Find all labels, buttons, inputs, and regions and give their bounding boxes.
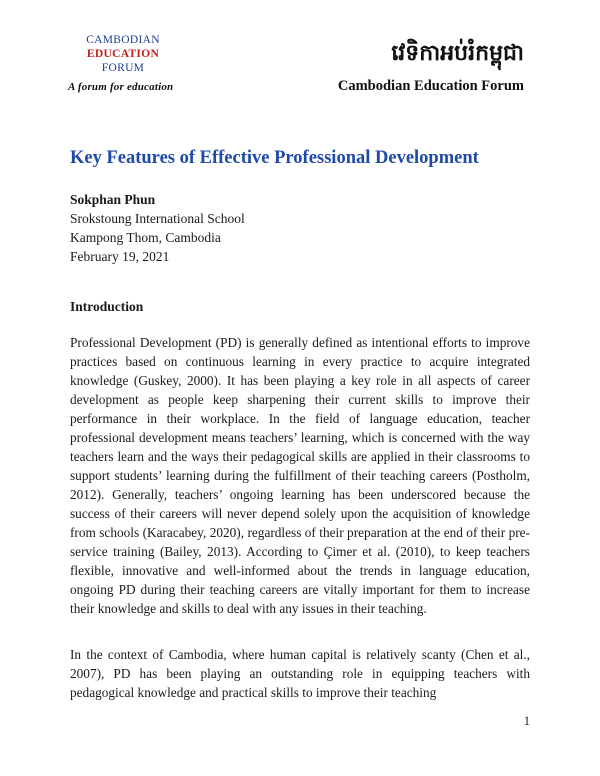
english-journal-title: Cambodian Education Forum (337, 78, 524, 94)
body-paragraph: In the context of Cambodia, where human capital is relatively scanty (Chen et al., 2007), PD has been playing an outstanding role in equipping teachers with pedagogical knowledge and practical skills to improve their teaching (70, 647, 530, 700)
journal-header (338, 40, 524, 95)
author-location: Kampong Thom, Cambodia (70, 230, 221, 245)
logo-line-cambodian: CAMBODIAN (86, 34, 160, 46)
logo-line-education: EDUCATION (86, 48, 160, 60)
publication-date: February 19, 2021 (70, 249, 170, 264)
author-block (70, 190, 245, 266)
section-heading: Introduction (70, 299, 144, 314)
article-title: Key Features of Effective Professional Development (70, 148, 479, 168)
author-institution: Srokstoung International School (70, 211, 245, 226)
logo-tagline: A forum for education (68, 81, 174, 93)
page-number: 1 (523, 714, 530, 728)
logo-line-forum: FORUM (101, 62, 145, 74)
cef-logo (68, 33, 188, 93)
author-name: Sokphan Phun (70, 192, 156, 207)
body-paragraph: Professional Development (PD) is generally defined as intentional efforts to improve practices based on continuous learning in every practice to acquire integrated knowledge (Guskey, 2000). It has been playing a key role in all aspects of career development as people keep sharpening their current skills to improve their performance in their workplace. In the field of language education, teacher professional development means teachers’ learning, which is concerned with the way teachers learn and the ways their pedagogical skills are applied in their classrooms to support students’ learning during the fulfillment of their teaching careers (Postholm, 2012). Generally, teachers’ ongoing learning has been underscored because the success of their careers will never depend solely upon the acquisition of knowledge from schools (Karacabey, 2020), regardless of their preparation at the end of their pre-service training (Bailey, 2013). According to Çimer et al. (2010), to keep teachers flexible, innovative and well-informed about the trends in language education, ongoing PD during their teaching careers are vitally important for them to increase their knowledge and skills to deal with any issues in their teaching. (70, 335, 530, 616)
khmer-journal-title: វេទិកាអប់រំកម្ពុជា (391, 41, 524, 66)
